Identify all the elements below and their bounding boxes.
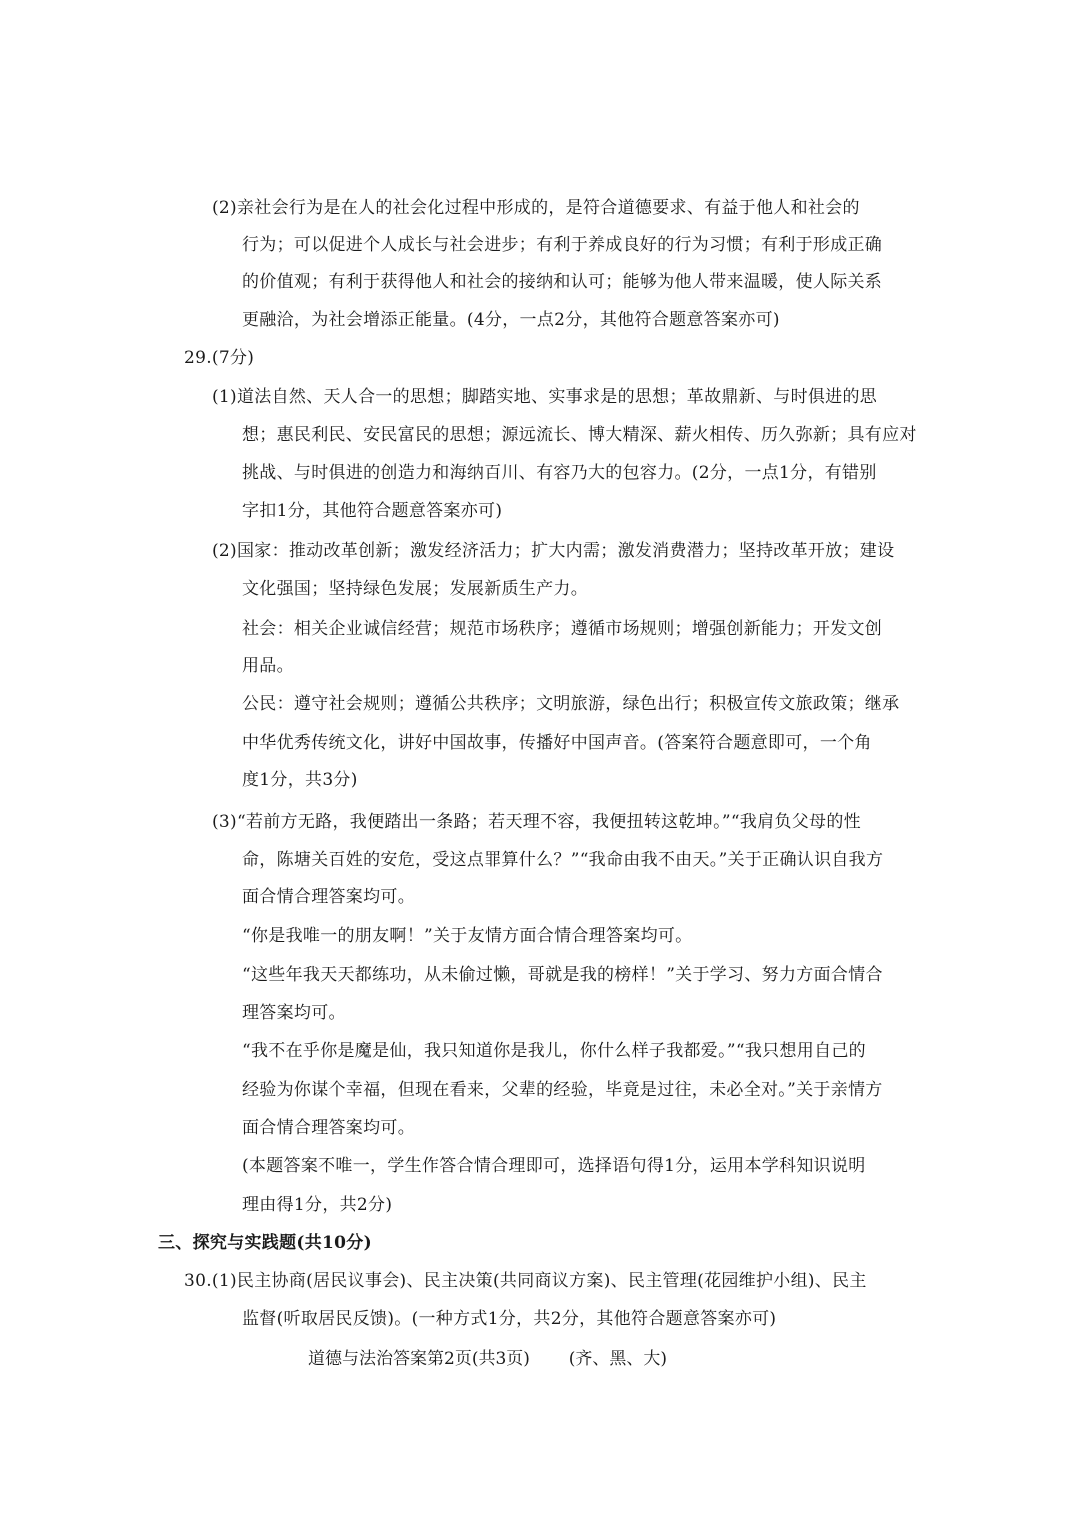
q29-2-line-2: 文化强国；坚持绿色发展；发展新质生产力。 bbox=[242, 579, 588, 599]
section-3-title: 三、探究与实践题(共10分) bbox=[158, 1233, 372, 1253]
q29-2-line-3: 社会：相关企业诚信经营；规范市场秩序；遵循市场规则；增强创新能力；开发文创 bbox=[242, 619, 883, 639]
q29-3-line-7: “我不在乎你是魔是仙，我只知道你是我儿，你什么样子我都爱。”“我只想用自己的 bbox=[242, 1041, 866, 1061]
q29-3-line-9: 面合情合理答案均可。 bbox=[242, 1118, 415, 1138]
q29-1-line-4: 字扣1分，其他符合题意答案亦可) bbox=[242, 501, 503, 521]
q29-3-line-1: (3)“若前方无路，我便踏出一条路；若天理不容，我便扭转这乾坤。”“我肩负父母的性 bbox=[212, 812, 861, 832]
q29-3-line-11: 理由得1分，共2分) bbox=[242, 1195, 393, 1215]
q29-3-line-5: “这些年我天天都练功，从未偷过懒，哥就是我的榜样！”关于学习、努力方面合情合 bbox=[242, 965, 883, 985]
q29-3-line-4: “你是我唯一的朋友啊！”关于友情方面合情合理答案均可。 bbox=[242, 926, 693, 946]
q29-1-line-1: (1)道法自然、天人合一的思想；脚踏实地、实事求是的思想；革故鼎新、与时俱进的思 bbox=[212, 387, 878, 407]
q29-3-line-6: 理答案均可。 bbox=[242, 1003, 346, 1023]
q29-3-line-10: (本题答案不唯一，学生作答合情合理即可，选择语句得1分，运用本学科知识说明 bbox=[242, 1156, 866, 1176]
footer-region: (齐、黑、大) bbox=[568, 1349, 667, 1369]
q30-line-1: 30.(1)民主协商(居民议事会)、民主决策(共同商议方案)、民主管理(花园维护小组)、民主 bbox=[184, 1271, 867, 1291]
q29-2-line-7: 度1分，共3分) bbox=[242, 770, 358, 790]
q28-2-line-3: 的价值观；有利于获得他人和社会的接纳和认可；能够为他人带来温暖，使人际关系 bbox=[242, 272, 883, 292]
page-footer bbox=[308, 1347, 667, 1371]
q29-3-line-8: 经验为你谋个幸福，但现在看来，父辈的经验，毕竟是过往，未必全对。”关于亲情方 bbox=[242, 1080, 883, 1100]
q29-2-line-1: (2)国家：推动改革创新；激发经济活力；扩大内需；激发消费潜力；坚持改革开放；建设 bbox=[212, 541, 895, 561]
q28-2-line-1: (2)亲社会行为是在人的社会化过程中形成的，是符合道德要求、有益于他人和社会的 bbox=[212, 198, 860, 218]
q29-3-line-2: 命，陈塘关百姓的安危，受这点罪算什么？”“我命由我不由天。”关于正确认识自我方 bbox=[242, 850, 884, 870]
q29-1-line-2: 想；惠民利民、安民富民的思想；源远流长、博大精深、薪火相传、历久弥新；具有应对 bbox=[242, 425, 917, 445]
q29-2-line-5: 公民：遵守社会规则；遵循公共秩序；文明旅游，绿色出行；积极宣传文旅政策；继承 bbox=[242, 694, 900, 714]
q29-3-line-3: 面合情合理答案均可。 bbox=[242, 887, 415, 907]
q28-2-line-4: 更融洽，为社会增添正能量。(4分，一点2分，其他符合题意答案亦可) bbox=[242, 310, 780, 330]
q29-2-line-6: 中华优秀传统文化，讲好中国故事，传播好中国声音。(答案符合题意即可，一个角 bbox=[242, 733, 872, 753]
q29-header: 29.(7分) bbox=[184, 348, 255, 368]
q28-2-line-2: 行为；可以促进个人成长与社会进步；有利于养成良好的行为习惯；有利于形成正确 bbox=[242, 235, 883, 255]
q29-2-line-4: 用品。 bbox=[242, 656, 294, 676]
q29-1-line-3: 挑战、与时俱进的创造力和海纳百川、有容乃大的包容力。(2分，一点1分，有错别 bbox=[242, 463, 877, 483]
q30-line-2: 监督(听取居民反馈)。(一种方式1分，共2分，其他符合题意答案亦可) bbox=[242, 1309, 777, 1329]
footer-page-info: 道德与法治答案第2页(共3页) bbox=[308, 1349, 530, 1369]
